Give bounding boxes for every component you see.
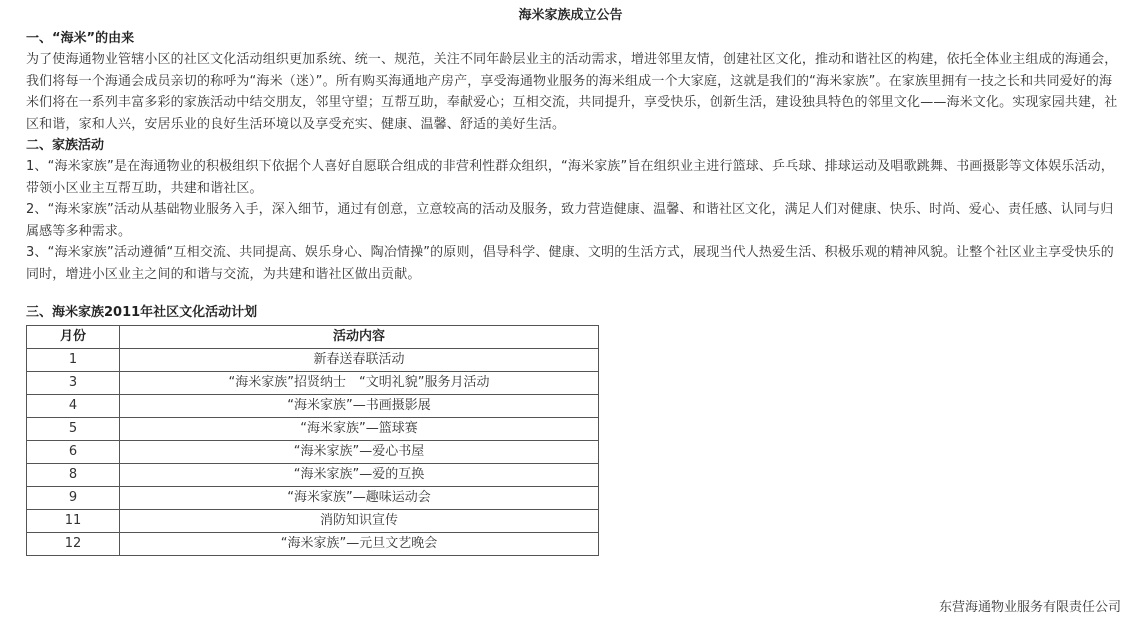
- activity-plan-table: [26, 325, 599, 556]
- month-cell: 5: [27, 418, 120, 441]
- header-activity: 活动内容: [120, 326, 599, 349]
- table-row: [27, 533, 599, 556]
- month-cell: 4: [27, 395, 120, 418]
- section-2-heading: 二、家族活动: [26, 138, 105, 153]
- document-title: 海米家族成立公告: [518, 8, 623, 23]
- section-2-paragraph-2: 2、“海米家族”活动从基础物业服务入手，深入细节，通过有创意，立意较高的活动及服务，致力营造健康、温馨、和谐社区文化，满足人们对健康、快乐、时尚、爱心、责任感、认同与归属感等多种需求。: [26, 202, 1114, 239]
- table-row: [27, 464, 599, 487]
- section-3-heading: 三、海米家族2011年社区文化活动计划: [26, 305, 258, 320]
- company-signature: 东营海通物业服务有限责任公司: [938, 600, 1121, 615]
- activity-cell: 消防知识宣传: [120, 510, 599, 533]
- activity-cell: “海米家族”—爱的互换: [120, 464, 599, 487]
- header-month: 月份: [27, 326, 120, 349]
- month-cell: 11: [27, 510, 120, 533]
- activity-cell: 新春送春联活动: [120, 349, 599, 372]
- month-cell: 8: [27, 464, 120, 487]
- table-header-row: [27, 326, 599, 349]
- section-2-paragraph-3: 3、“海米家族”活动遵循“互相交流、共同提高、娱乐身心、陶冶情操”的原则，倡导科学、健康、文明的生活方式，展现当代人热爱生活、积极乐观的精神风貌。让整个社区业主享受快乐的同时，增进小区业主之间的和谐与交流，为共建和谐社区做出贡献。: [26, 245, 1114, 282]
- table-row: [27, 349, 599, 372]
- activity-cell: “海米家族”—爱心书屋: [120, 441, 599, 464]
- activity-cell: “海米家族”—篮球赛: [120, 418, 599, 441]
- table-row: [27, 395, 599, 418]
- table-row: [27, 487, 599, 510]
- activity-cell: “海米家族”—趣味运动会: [120, 487, 599, 510]
- table-row: [27, 441, 599, 464]
- section-1-paragraph: 为了使海通物业管辖小区的社区文化活动组织更加系统、统一、规范，关注不同年龄层业主的活动需求，增进邻里友情，创建社区文化，推动和谐社区的构建，依托全体业主组成的海通会，我们将每一个海通会成员亲切的称呼为“海米（迷）”。所有购买海通地产房产，享受海通物业服务的海米组成一个大家庭，这就是我们的“海米家族”。在家族里拥有一技之长和共同爱好的海米们将在一系列丰富多彩的家族活动中结交朋友，邻里守望；互帮互助，奉献爱心；互相交流，共同提升，享受快乐，创新生活，建设独具特色的邻里文化——海米文化。实现家园共建，社区和谐，家和人兴，安居乐业的良好生活环境以及享受充实、健康、温馨、舒适的美好生活。: [26, 52, 1118, 132]
- table-row: [27, 418, 599, 441]
- section-spacer: [26, 285, 1118, 302]
- month-cell: 3: [27, 372, 120, 395]
- activity-cell: “海米家族”招贤纳士 “文明礼貌”服务月活动: [120, 372, 599, 395]
- month-cell: 1: [27, 349, 120, 372]
- table-row: [27, 510, 599, 533]
- activity-cell: “海米家族”—书画摄影展: [120, 395, 599, 418]
- month-cell: 6: [27, 441, 120, 464]
- section-1-heading: 一、“海米”的由来: [26, 31, 135, 46]
- month-cell: 9: [27, 487, 120, 510]
- section-2-paragraph-1: 1、“海米家族”是在海通物业的积极组织下依据个人喜好自愿联合组成的非营利性群众组织，“海米家族”旨在组织业主进行篮球、乒乓球、排球运动及唱歌跳舞、书画摄影等文体娱乐活动，带领小区业主互帮互助，共建和谐社区。: [26, 159, 1114, 196]
- activity-cell: “海米家族”—元旦文艺晚会: [120, 533, 599, 556]
- document-body: [26, 28, 1118, 556]
- table-row: [27, 372, 599, 395]
- month-cell: 12: [27, 533, 120, 556]
